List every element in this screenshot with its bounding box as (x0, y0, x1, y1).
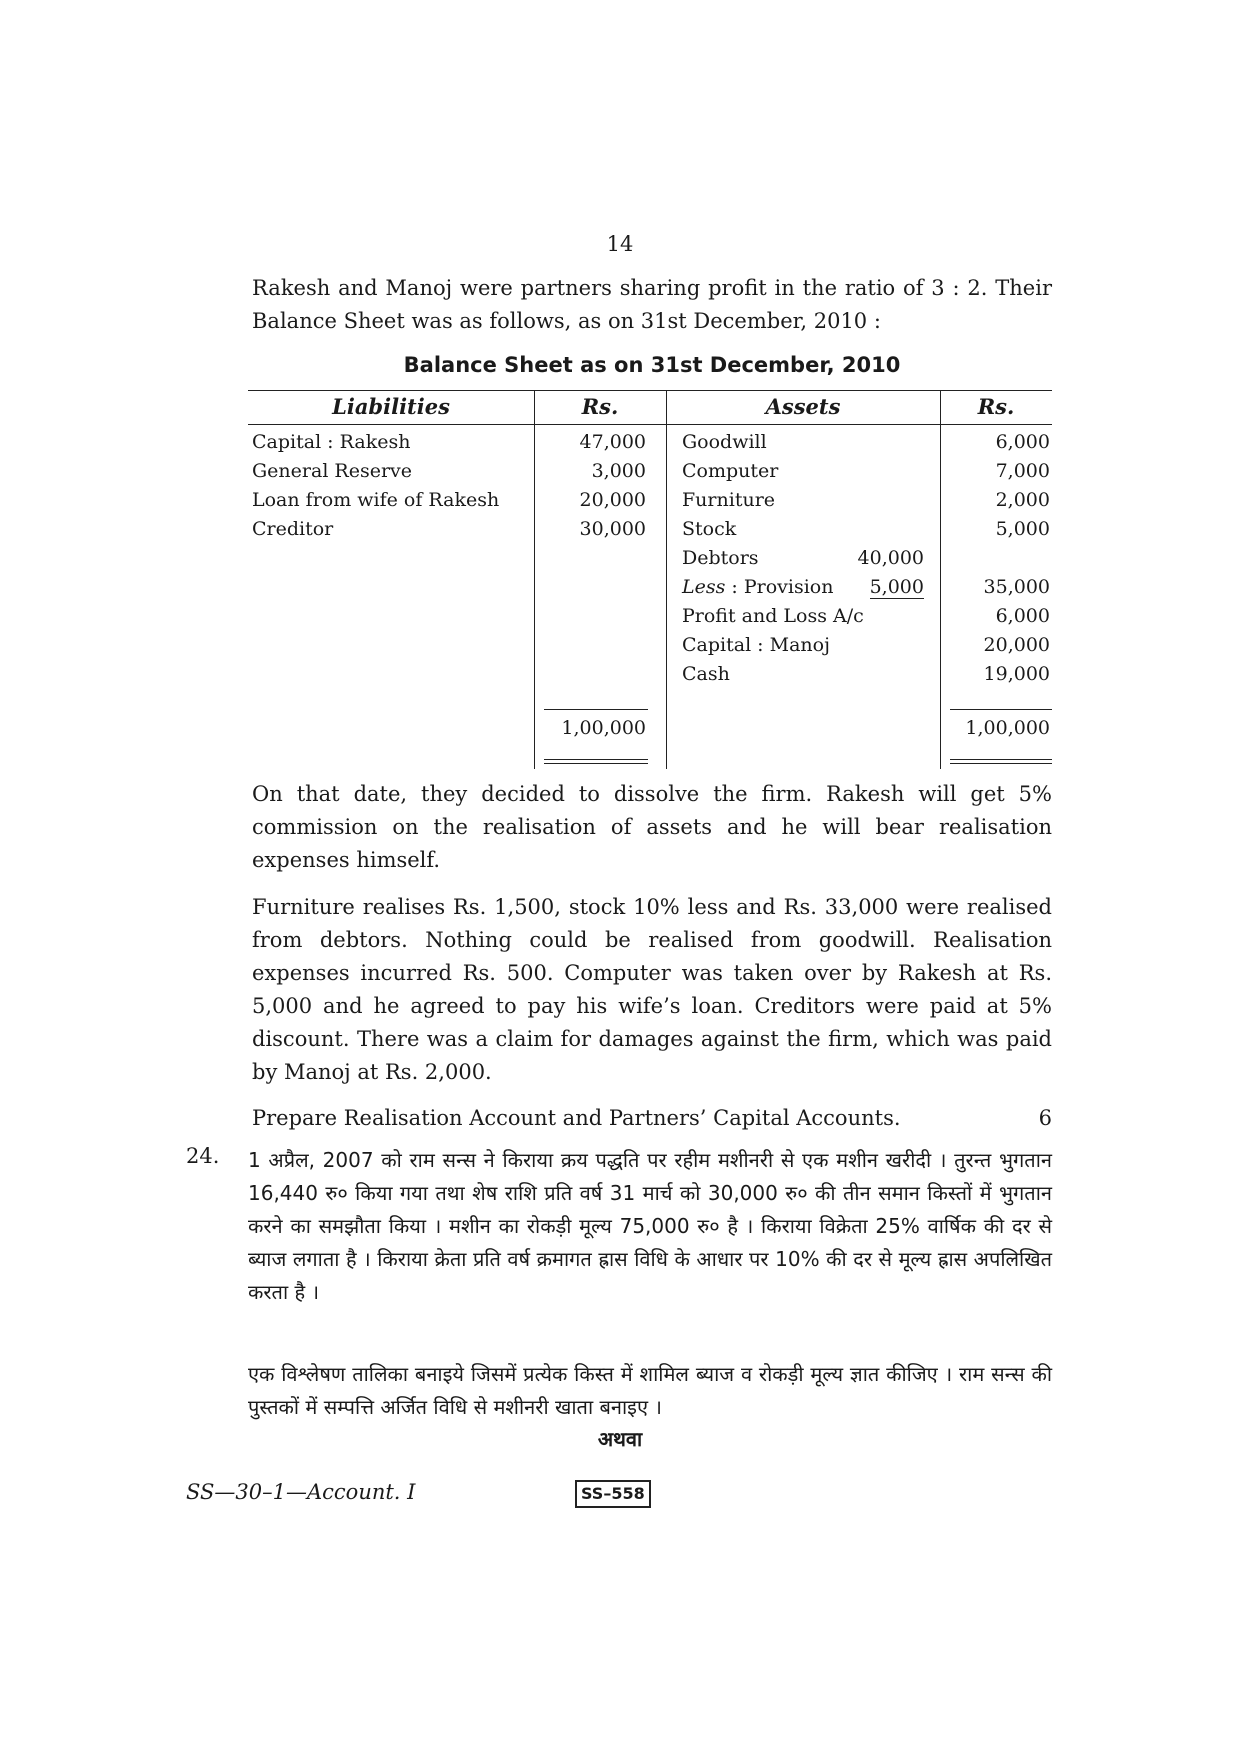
asset-label: Goodwill (682, 431, 767, 453)
debtors-net: 35,000 (983, 576, 1050, 598)
column-divider (940, 391, 941, 769)
question-number: 24. (186, 1144, 220, 1168)
instruction-line (252, 1102, 1052, 1135)
balance-sheet-title: Balance Sheet as on 31st December, 2010 (403, 353, 901, 377)
liability-label: General Reserve (252, 460, 413, 482)
double-rule (950, 759, 1052, 764)
header-rs-assets: Rs. (977, 394, 1015, 419)
asset-label: Capital : Manoj (682, 634, 830, 656)
asset-label: Cash (682, 663, 730, 685)
column-divider (666, 391, 667, 769)
page-number: 14 (606, 232, 634, 256)
header-liabilities: Liabilities (332, 394, 450, 419)
header-rule (248, 424, 1052, 425)
liability-label: Loan from wife of Rakesh (252, 489, 500, 511)
asset-amount: 7,000 (995, 460, 1050, 482)
total-rule (950, 709, 1052, 710)
footer-paper-code: SS—30–1—Account. I (186, 1480, 416, 1504)
liability-amount: 47,000 (579, 431, 646, 453)
total-rule (544, 709, 648, 710)
header-assets: Assets (765, 394, 841, 419)
double-rule (544, 759, 648, 764)
total-liabilities: 1,00,000 (561, 717, 646, 739)
asset-amount: 6,000 (995, 431, 1050, 453)
asset-amount: 20,000 (983, 634, 1050, 656)
header-rs-liabilities: Rs. (581, 394, 619, 419)
asset-label: Profit and Loss A/c (682, 605, 864, 627)
asset-amount: 5,000 (995, 518, 1050, 540)
asset-label: Furniture (682, 489, 776, 511)
asset-amount: 6,000 (995, 605, 1050, 627)
less-word: Less (682, 576, 726, 598)
question-24-task: एक विश्लेषण तालिका बनाइये जिसमें प्रत्येक किस्त में शामिल ब्याज व रोकड़ी मूल्य ज्ञात कीजिए । राम सन्स की पुस्तकों में सम्पत्ति अर्जित विधि से मशीनरी खाता बनाइए । (248, 1362, 1052, 1419)
liability-label: Creditor (252, 518, 334, 540)
provision-row (682, 573, 833, 602)
liability-amount: 3,000 (591, 460, 646, 482)
balance-sheet-table (248, 390, 1052, 769)
provision-label: : Provision (731, 576, 834, 598)
question-intro: Rakesh and Manoj were partners sharing profit in the ratio of 3 : 2. Their Balance Sheet was as follows, as on 31st December, 2010 : (252, 276, 1052, 333)
column-divider (534, 391, 535, 769)
asset-label: Computer (682, 460, 779, 482)
provision-value: 5,000 (869, 576, 924, 598)
asset-amount: 19,000 (983, 663, 1050, 685)
provision-amount (828, 573, 924, 602)
asset-label: Stock (682, 518, 737, 540)
footer-sheet-code: SS–558 (575, 1480, 651, 1508)
paragraph-realisation: Furniture realises Rs. 1,500, stock 10% less and Rs. 33,000 were realised from debtors. Nothing could be realised from goodwill. Realisation expenses incurred Rs. 500. Computer was taken over by Rakesh at Rs. 5,000 and he agreed to pay his wife’s loan. Creditors were paid at 5% discount. There was a claim for damages against the firm, which was paid by Manoj at Rs. 2,000. (252, 895, 1052, 1084)
or-separator: अथवा (597, 1427, 643, 1451)
paragraph-dissolution: On that date, they decided to dissolve the firm. Rakesh will get 5% commission on the realisation of assets and he will bear realisation expenses himself. (252, 782, 1052, 872)
liability-amount: 30,000 (579, 518, 646, 540)
marks: 6 (1038, 1106, 1052, 1130)
liability-label: Capital : Rakesh (252, 431, 411, 453)
debtors-label: Debtors (682, 547, 759, 569)
debtors-gross: 40,000 (857, 547, 924, 569)
total-assets: 1,00,000 (965, 717, 1050, 739)
instruction-text: Prepare Realisation Account and Partners’ Capital Accounts. (252, 1106, 901, 1130)
asset-amount: 2,000 (995, 489, 1050, 511)
question-24-text: 1 अप्रैल, 2007 को राम सन्स ने किराया क्रय पद्धति पर रहीम मशीनरी से एक मशीन खरीदी । तुरन्त भुगतान 16,440 रु० किया गया तथा शेष राशि प्रति वर्ष 31 मार्च को 30,000 रु० की तीन समान किस्तों में भुगतान करने का समझौता किया । मशीन का रोकड़ी मूल्य 75,000 रु० है । किराया विक्रेता 25% वार्षिक की दर से ब्याज लगाता है । किराया क्रेता प्रति वर्ष क्रमागत ह्रास विधि के आधार पर 10% की दर से मूल्य ह्रास अपलिखित करता है । (248, 1148, 1052, 1304)
liability-amount: 20,000 (579, 489, 646, 511)
